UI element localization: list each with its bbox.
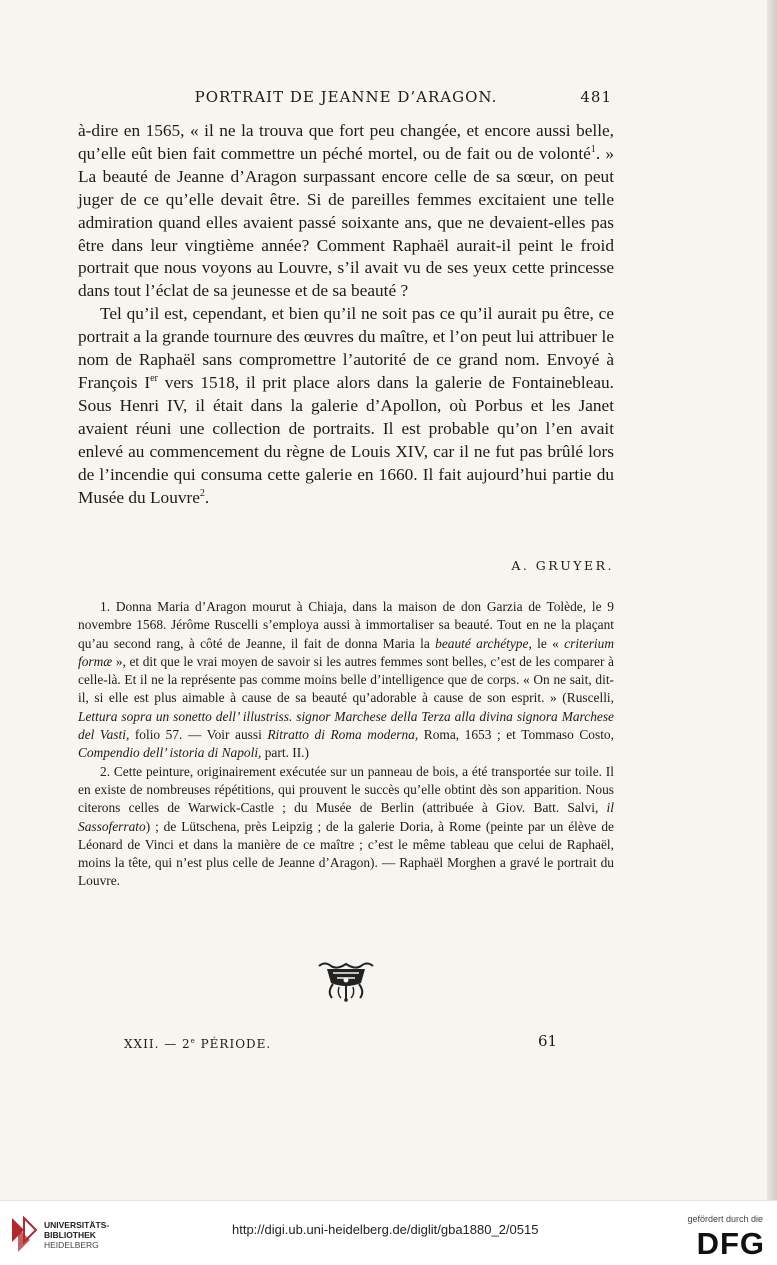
running-title: PORTRAIT DE JEANNE D’ARAGON. — [194, 88, 498, 106]
body-text — [78, 120, 614, 509]
paragraph-1: à-dire en 1565, « il ne la trouva que fort peu changée, et encore aussi belle, qu’elle eût bien fait commettre un péché mortel, ou de fait ou de volonté$^1$. » La beauté de Jeanne d’Aragon surpassant encore celle de sa sœur, on peut juger de ce qu’elle devait être. Si de pareilles femmes excitaient une telle admiration quand elles avaient passé soixante ans, que ne devaient-elles pas être dans leur vingtième année? Comment Raphaël aurait-il peint le froid portrait que nous voyons au Louvre, s’il avait vu de ses yeux cette princesse dans tout l’éclat de sa jeunesse et de sa beauté ? — [78, 121, 615, 301]
author-signature: A. GRUYER. — [511, 558, 614, 573]
funding-note: gefördert durch die — [687, 1214, 763, 1224]
volume-signature: XXII. — 2e PÉRIODE. — [124, 1037, 272, 1051]
page-edge-shadow — [767, 0, 777, 1200]
footnote-2: 2. Cette peinture, originairement exécutée sur un panneau de bois, a été transportée sur toile. Il en existe de nombreuses répétitions, qui prouvent le succès qu’elle obtint dès son apparition. Nous citerons celles de Warwick-Castle ; du Musée de Berlin (attribuée à Giov. Batt. Salvi, il Sassoferrato) ; de Lütschena, près Leipzig ; de la galerie Doria, à Rome (peinte par un élève de Léonard de Vinci et dans la manière de ce maître ; c’est le même tableau que celui de Raphaël, moins la tête, qui n’est plus celle de Jeanne d’Aragon). — Raphaël Morghen a gravé le portrait du Louvre. — [78, 763, 614, 889]
footnotes — [78, 598, 614, 891]
page-number: 481 — [580, 88, 612, 106]
footnote-ref-1[interactable]: 1 — [590, 144, 596, 156]
digitization-footer — [0, 1200, 777, 1265]
dfg-logo: DFG — [696, 1226, 765, 1261]
sheet-number: 61 — [538, 1032, 558, 1050]
library-name: UNIVERSITÄTS- BIBLIOTHEK HEIDELBERG — [44, 1220, 110, 1250]
footnote-ref-2[interactable]: 2 — [199, 487, 205, 499]
running-head — [80, 88, 612, 110]
permalink-url[interactable]: http://digi.ub.uni-heidelberg.de/diglit/gba1880_2/0515 — [232, 1222, 539, 1237]
footnote-1: 1. Donna Maria d’Aragon mourut à Chiaja, dans la maison de don Garzia de Tolède, le 9 novembre 1568. Jérôme Ruscelli s’employa aussi à immortaliser sa beauté. Tout en ne la plaçant qu’au second rang, à côté de Jeanne, il fait de donna Maria la beauté archétype, le « criterium formæ », et dit que le vrai moyen de savoir si les autres femmes sont belles, c’est de les comparer à celle-là. Et il ne la représente pas comme moins belle d’intelligence que de corps. « On ne sait, dit-il, si elle est plus aimable à cause de sa beauté qu’adorable à cause de son esprit. » (Ruscelli, Lettura sopra un sonetto dell’ illustriss. signor Marchese della Terza alla divina signora Marchese del Vasti, folio 57. — Voir aussi Ritratto di Roma moderna, Roma, 1653 ; et Tommaso Costo, Compendio dell’ istoria di Napoli, part. II.) — [78, 599, 615, 761]
university-library-logo-icon — [10, 1216, 38, 1254]
paragraph-2: Tel qu’il est, cependant, et bien qu’il ne soit pas ce qu’il aurait pu être, ce portrait a la grande tournure des œuvres du maître, et l’on peut lui attribuer le nom de Raphaël sans compromettre l’autorité de ce grand nom. Envoyé à François Ier vers 1518, il prit place alors dans la galerie de Fontainebleau. Sous Henri IV, il était dans la galerie d’Apollon, où Porbus et les Janet avaient réuni une collection de portraits. Il est probable qu’on l’en avait enlevé au commencement du règne de Louis XIV, car il ne fut pas brûlé lors de l’incendie qui consuma cette galerie en 1660. Il fait aujourd’hui partie du Musée du Louvre$^2$. — [78, 304, 615, 507]
tailpiece-ornament-icon — [315, 960, 377, 1002]
